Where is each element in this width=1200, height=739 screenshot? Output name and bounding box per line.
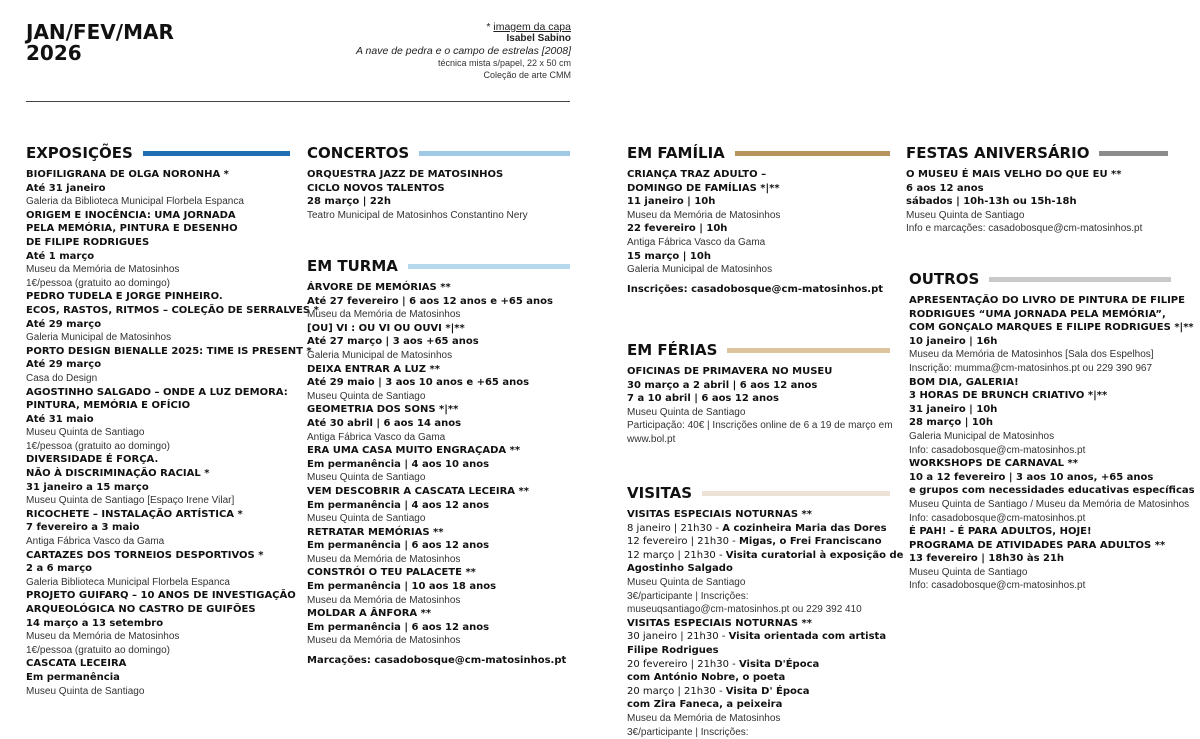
section-title: EM FÉRIAS — [627, 341, 717, 359]
event-title: VISITAS ESPECIAIS NOTURNAS ** — [627, 617, 890, 631]
event-date: Em permanência | 4 aos 10 anos — [307, 458, 570, 472]
event-date: Até 27 março | 3 aos +65 anos — [307, 335, 570, 349]
event-date: sábados | 10h-13h ou 15h-18h — [906, 195, 1168, 209]
event-date: Em permanência — [26, 671, 290, 685]
event-detail: Galeria Municipal de Matosinhos — [627, 263, 890, 277]
event-title: CRIANÇA TRAZ ADULTO – — [627, 168, 890, 182]
event-detail: www.bol.pt — [627, 433, 890, 447]
event-visit-title: Visita D'Época — [739, 659, 819, 670]
event-detail: Antiga Fábrica Vasco da Gama — [627, 236, 890, 250]
event-title: PROJETO GUIFARQ – 10 ANOS DE INVESTIGAÇÃO — [26, 589, 290, 603]
credit-artist: Isabel Sabino — [356, 33, 571, 45]
event-title: ECOS, RASTOS, RITMOS – COLEÇÃO DE SERRALVES * — [26, 304, 290, 318]
event-detail: Museu Quinta de Santiago / Museu da Memória de Matosinhos — [909, 498, 1171, 512]
event-title: RODRIGUES “UMA JORNADA PELA MEMÓRIA”, — [909, 308, 1171, 322]
event-date: 7 a 10 abril | 6 aos 12 anos — [627, 392, 890, 406]
event-visit-title: Visita curatorial à exposição de — [726, 550, 904, 561]
section-color-bar — [408, 264, 570, 269]
section-title: OUTROS — [909, 270, 979, 288]
event-date: Em permanência | 4 aos 12 anos — [307, 499, 570, 513]
event-date: Até 29 março — [26, 318, 290, 332]
credit-work: A nave de pedra e o campo de estrelas [2008] — [356, 45, 571, 57]
event-title: O MUSEU É MAIS VELHO DO QUE EU ** — [906, 168, 1168, 182]
event-date — [627, 630, 890, 644]
event-date: 2 a 6 março — [26, 562, 290, 576]
event-date: 31 janeiro a 15 março — [26, 481, 290, 495]
event-detail: 1€/pessoa (gratuito ao domingo) — [26, 440, 290, 454]
event-date: Em permanência | 6 aos 12 anos — [307, 539, 570, 553]
section-em-familia — [627, 144, 890, 296]
event-date: 15 março | 10h — [627, 250, 890, 264]
event-title: DIVERSIDADE É FORÇA. — [26, 453, 290, 467]
event-title: ARQUEOLÓGICA NO CASTRO DE GUIFÕES — [26, 603, 290, 617]
event-title: ERA UMA CASA MUITO ENGRAÇADA ** — [307, 444, 570, 458]
event-date-time: 12 fevereiro | 21h30 - — [627, 536, 739, 547]
event-detail: Info: casadobosque@cm-matosinhos.pt — [909, 512, 1171, 526]
period-heading — [26, 22, 174, 64]
event-detail: Museu Quinta de Santiago — [906, 209, 1168, 223]
event-title: CASCATA LECEIRA — [26, 657, 290, 671]
section-title: EM FAMÍLIA — [627, 144, 725, 162]
event-detail: Info e marcações: casadobosque@cm-matosinhos.pt — [906, 222, 1168, 236]
event-date: Até 31 janeiro — [26, 182, 290, 196]
event-title: PORTO DESIGN BIENALLE 2025: TIME IS PRESENT * — [26, 345, 290, 359]
event-detail: 3€/participante | Inscrições: — [627, 726, 890, 739]
event-detail: Galeria da Biblioteca Municipal Florbela Espanca — [26, 195, 290, 209]
credit-label: imagem da capa — [493, 21, 571, 33]
event-title: PEDRO TUDELA E JORGE PINHEIRO. — [26, 290, 290, 304]
event-detail: Museu da Memória de Matosinhos — [627, 209, 890, 223]
event-title: COM GONÇALO MARQUES E FILIPE RODRIGUES *|** — [909, 321, 1171, 335]
event-date — [627, 549, 890, 563]
cover-credit — [356, 21, 571, 81]
event-title: BOM DIA, GALERIA! — [909, 376, 1171, 390]
event-detail: Galeria Municipal de Matosinhos — [307, 349, 570, 363]
section-color-bar — [735, 151, 890, 156]
event-detail: Museu da Memória de Matosinhos — [307, 594, 570, 608]
event-title: PINTURA, MEMÓRIA E OFÍCIO — [26, 399, 290, 413]
event-title: DE FILIPE RODRIGUES — [26, 236, 290, 250]
event-detail: Museu da Memória de Matosinhos — [307, 634, 570, 648]
event-date: Até 1 março — [26, 250, 290, 264]
event-detail: Galeria Biblioteca Municipal Florbela Espanca — [26, 576, 290, 590]
event-date — [627, 658, 890, 672]
event-title: DEIXA ENTRAR A LUZ ** — [307, 363, 570, 377]
event-date: Inscrições: casadobosque@cm-matosinhos.pt — [627, 283, 890, 297]
event-detail: 1€/pessoa (gratuito ao domingo) — [26, 277, 290, 291]
event-date-time: 20 fevereiro | 21h30 - — [627, 659, 739, 670]
period-months: JAN/FEV/MAR — [26, 22, 174, 43]
section-exposicoes — [26, 144, 290, 698]
event-detail: Museu Quinta de Santiago — [627, 406, 890, 420]
event-title: PELA MEMÓRIA, PINTURA E DESENHO — [26, 222, 290, 236]
event-date: Filipe Rodrigues — [627, 644, 890, 658]
event-date: com Zira Faneca, a peixeira — [627, 698, 890, 712]
event-title: RICOCHETE – INSTALAÇÃO ARTÍSTICA * — [26, 508, 290, 522]
section-color-bar — [1099, 151, 1168, 156]
event-date: Marcações: casadobosque@cm-matosinhos.pt — [307, 654, 570, 668]
event-detail: Museu da Memória de Matosinhos — [26, 630, 290, 644]
event-detail: Museu Quinta de Santiago — [26, 685, 290, 699]
credit-technique: técnica mista s/papel, 22 x 50 cm — [356, 57, 571, 69]
event-date: Em permanência | 6 aos 12 anos — [307, 621, 570, 635]
event-date: 14 março a 13 setembro — [26, 617, 290, 631]
credit-collection: Coleção de arte CMM — [356, 69, 571, 81]
event-detail: Antiga Fábrica Vasco da Gama — [307, 431, 570, 445]
event-date: 10 janeiro | 16h — [909, 335, 1171, 349]
event-title: PROGRAMA DE ATIVIDADES PARA ADULTOS ** — [909, 539, 1171, 553]
event-title: CONSTRÓI O TEU PALACETE ** — [307, 566, 570, 580]
section-visitas — [627, 484, 890, 739]
event-date: 30 março a 2 abril | 6 aos 12 anos — [627, 379, 890, 393]
event-detail: Museu Quinta de Santiago — [627, 576, 890, 590]
event-detail: Galeria Municipal de Matosinhos — [909, 430, 1171, 444]
event-detail: Casa do Design — [26, 372, 290, 386]
credit-marker: * — [486, 21, 490, 33]
event-title: WORKSHOPS DE CARNAVAL ** — [909, 457, 1171, 471]
section-concertos — [307, 144, 570, 222]
event-date: 28 março | 22h — [307, 195, 570, 209]
event-detail: Inscrição: mumma@cm-matosinhos.pt ou 229 390 967 — [909, 362, 1171, 376]
event-visit-title: Visita orientada com artista — [729, 631, 887, 642]
event-detail: museuqsantiago@cm-matosinhos.pt ou 229 392 410 — [627, 603, 890, 617]
event-detail: Museu da Memória de Matosinhos — [307, 553, 570, 567]
event-detail: Museu Quinta de Santiago — [307, 390, 570, 404]
event-title: ORIGEM E INOCÊNCIA: UMA JORNADA — [26, 209, 290, 223]
period-year: 2026 — [26, 43, 174, 64]
event-title: AGOSTINHO SALGADO – ONDE A LUZ DEMORA: — [26, 386, 290, 400]
event-title: VEM DESCOBRIR A CASCATA LECEIRA ** — [307, 485, 570, 499]
event-date-time: 8 janeiro | 21h30 - — [627, 523, 722, 534]
event-date: e grupos com necessidades educativas específicas — [909, 484, 1171, 498]
event-date: com António Nobre, o poeta — [627, 671, 890, 685]
event-visit-title: Migas, o Frei Franciscano — [739, 536, 882, 547]
event-date — [627, 685, 890, 699]
event-title: ÁRVORE DE MEMÓRIAS ** — [307, 281, 570, 295]
event-date-time: 20 março | 21h30 - — [627, 686, 726, 697]
event-detail: Museu da Memória de Matosinhos [Sala dos Espelhos] — [909, 348, 1171, 362]
event-title: BIOFILIGRANA DE OLGA NORONHA * — [26, 168, 290, 182]
event-date: 11 janeiro | 10h — [627, 195, 890, 209]
event-date: 31 janeiro | 10h — [909, 403, 1171, 417]
event-title: NÃO À DISCRIMINAÇÃO RACIAL * — [26, 467, 290, 481]
section-outros — [909, 270, 1171, 593]
section-color-bar — [419, 151, 570, 156]
event-detail: Museu Quinta de Santiago — [307, 471, 570, 485]
event-date: Até 29 maio | 3 aos 10 anos e +65 anos — [307, 376, 570, 390]
event-title: DOMINGO DE FAMÍLIAS *|** — [627, 182, 890, 196]
event-detail: Museu Quinta de Santiago — [307, 512, 570, 526]
event-title: CICLO NOVOS TALENTOS — [307, 182, 570, 196]
section-title: FESTAS ANIVERSÁRIO — [906, 144, 1089, 162]
event-detail: Museu Quinta de Santiago [Espaço Irene Vilar] — [26, 494, 290, 508]
event-detail: Museu da Memória de Matosinhos — [307, 308, 570, 322]
section-title: EXPOSIÇÕES — [26, 144, 133, 162]
event-date: 28 março | 10h — [909, 416, 1171, 430]
event-detail: Museu da Memória de Matosinhos — [26, 263, 290, 277]
section-em-turma — [307, 257, 570, 668]
event-date: 13 fevereiro | 18h30 às 21h — [909, 552, 1171, 566]
event-date: Até 27 fevereiro | 6 aos 12 anos e +65 anos — [307, 295, 570, 309]
event-detail: Antiga Fábrica Vasco da Gama — [26, 535, 290, 549]
event-date-time: 30 janeiro | 21h30 - — [627, 631, 729, 642]
event-date: 7 fevereiro a 3 maio — [26, 521, 290, 535]
event-detail: Info: casadobosque@cm-matosinhos.pt — [909, 444, 1171, 458]
event-title: MOLDAR A ÂNFORA ** — [307, 607, 570, 621]
event-date: 6 aos 12 anos — [906, 182, 1168, 196]
section-color-bar — [702, 491, 890, 496]
event-date: Agostinho Salgado — [627, 562, 890, 576]
section-color-bar — [989, 277, 1171, 282]
event-date: Até 31 maio — [26, 413, 290, 427]
event-date — [627, 522, 890, 536]
section-color-bar — [727, 348, 890, 353]
event-title: VISITAS ESPECIAIS NOTURNAS ** — [627, 508, 890, 522]
event-date: Em permanência | 10 aos 18 anos — [307, 580, 570, 594]
event-date: Até 30 abril | 6 aos 14 anos — [307, 417, 570, 431]
section-title: EM TURMA — [307, 257, 398, 275]
section-color-bar — [143, 151, 290, 156]
event-detail: Museu Quinta de Santiago — [909, 566, 1171, 580]
event-title: OFICINAS DE PRIMAVERA NO MUSEU — [627, 365, 890, 379]
event-title: APRESENTAÇÃO DO LIVRO DE PINTURA DE FILIPE — [909, 294, 1171, 308]
event-detail: Museu da Memória de Matosinhos — [627, 712, 890, 726]
event-title: 3 HORAS DE BRUNCH CRIATIVO *|** — [909, 389, 1171, 403]
event-date — [627, 535, 890, 549]
event-date: 22 fevereiro | 10h — [627, 222, 890, 236]
event-detail: 1€/pessoa (gratuito ao domingo) — [26, 644, 290, 658]
event-detail: Participação: 40€ | Inscrições online de 6 a 19 de março em — [627, 419, 890, 433]
event-visit-title: A cozinheira Maria das Dores — [722, 523, 886, 534]
event-title: CARTAZES DOS TORNEIOS DESPORTIVOS * — [26, 549, 290, 563]
event-title: ORQUESTRA JAZZ DE MATOSINHOS — [307, 168, 570, 182]
section-em-ferias — [627, 341, 890, 447]
event-date-time: 12 março | 21h30 - — [627, 550, 726, 561]
event-detail: Galeria Municipal de Matosinhos — [26, 331, 290, 345]
event-detail: Museu Quinta de Santiago — [26, 426, 290, 440]
event-detail: 3€/participante | Inscrições: — [627, 590, 890, 604]
event-title: GEOMETRIA DOS SONS *|** — [307, 403, 570, 417]
header-divider — [26, 101, 570, 102]
event-date: Até 29 março — [26, 358, 290, 372]
event-detail: Teatro Municipal de Matosinhos Constantino Nery — [307, 209, 570, 223]
event-visit-title: Visita D' Época — [726, 686, 810, 697]
section-festas-aniversario — [906, 144, 1168, 236]
event-detail: Info: casadobosque@cm-matosinhos.pt — [909, 579, 1171, 593]
event-title: [OU] VI : OU VI OU OUVI *|** — [307, 322, 570, 336]
event-date: 10 a 12 fevereiro | 3 aos 10 anos, +65 anos — [909, 471, 1171, 485]
section-title: CONCERTOS — [307, 144, 409, 162]
section-title: VISITAS — [627, 484, 692, 502]
event-title: RETRATAR MEMÓRIAS ** — [307, 526, 570, 540]
event-title: É PAH! - É PARA ADULTOS, HOJE! — [909, 525, 1171, 539]
